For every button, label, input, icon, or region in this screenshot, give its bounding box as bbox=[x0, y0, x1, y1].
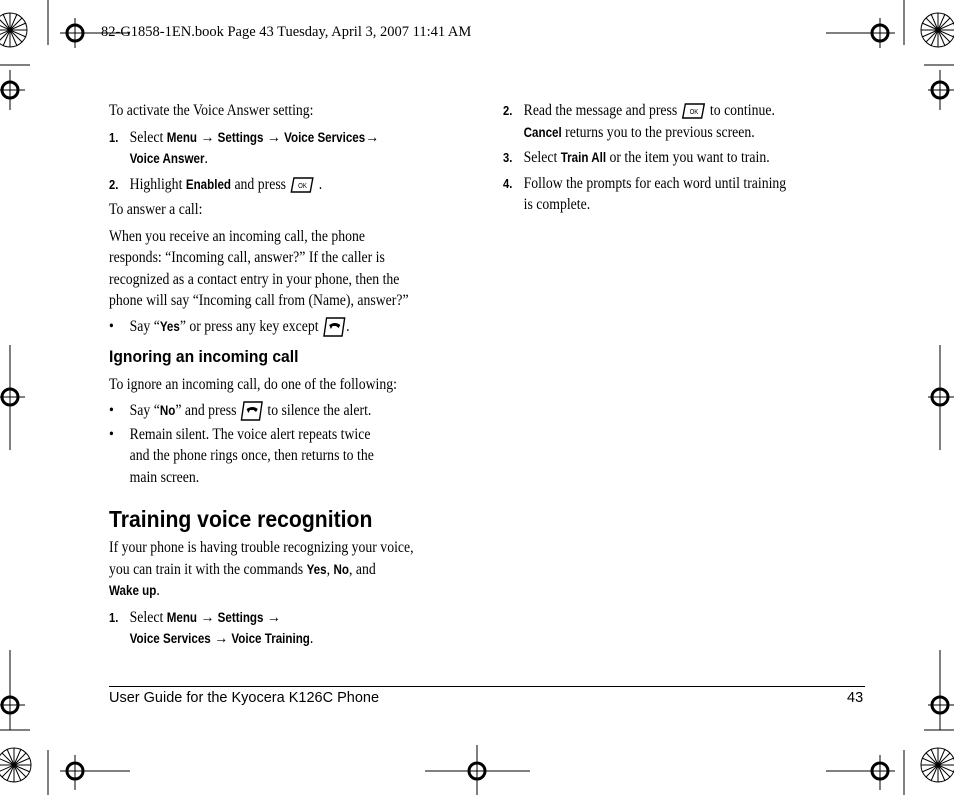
registration-mark-right-top bbox=[928, 70, 954, 110]
step-2-read-message: 2. Read the message and press OK to continue. Cancel returns you to the previous screen. bbox=[503, 102, 775, 141]
svg-text:OK: OK bbox=[689, 108, 698, 117]
answer-intro: To answer a call: bbox=[109, 201, 203, 218]
starburst-mark-top-right bbox=[921, 13, 954, 47]
registration-mark-top-right bbox=[826, 18, 895, 48]
registration-mark-bottom-center bbox=[425, 745, 530, 795]
ignoring-heading: Ignoring an incoming call bbox=[109, 347, 299, 366]
bullet-say-no: • Say “No” and press to silence the alert. bbox=[109, 400, 470, 422]
training-heading: Training voice recognition bbox=[109, 506, 373, 532]
registration-mark-left-bottom bbox=[0, 650, 25, 730]
intro-text: To activate the Voice Answer setting: bbox=[109, 102, 314, 119]
step-4-follow-prompts: 4. Follow the prompts for each word until training is complete. bbox=[503, 174, 787, 213]
footer-title: User Guide for the Kyocera K126C Phone bbox=[109, 690, 380, 706]
end-key-icon bbox=[240, 400, 264, 422]
left-column bbox=[109, 100, 470, 338]
registration-mark-right-bottom bbox=[928, 650, 954, 730]
registration-mark-left-mid bbox=[0, 345, 25, 450]
footer-rule bbox=[109, 686, 865, 687]
training-section: If your phone is having trouble recognizing your voice, you can train it with the commands Yes, No, and Wake up. 1. Select Menu → Settings → Voice Services → Voice Training. bbox=[109, 537, 479, 650]
registration-mark-bottom-right bbox=[826, 755, 895, 790]
step-3-train-all: 3. Select Train All or the item you want to train. bbox=[503, 149, 770, 166]
right-column bbox=[503, 100, 847, 216]
bullet-say-yes: • Say “Yes” or press any key except . bbox=[109, 316, 470, 338]
menu-key-label: Menu bbox=[166, 129, 198, 145]
registration-mark-left-top bbox=[0, 70, 25, 110]
starburst-mark-bottom-right bbox=[921, 748, 954, 782]
step-2-highlight-enabled: 2. Highlight Enabled and press OK . bbox=[109, 174, 470, 196]
step-1-voice-answer: 1. Select Menu → Settings → Voice Services→ Voice Answer. bbox=[109, 128, 379, 167]
ok-key-icon bbox=[289, 175, 315, 195]
end-key-icon bbox=[322, 316, 346, 338]
ignore-section bbox=[109, 374, 470, 488]
starburst-mark-bottom-left bbox=[0, 748, 31, 782]
svg-text:OK: OK bbox=[298, 182, 307, 190]
starburst-mark-top-left bbox=[0, 13, 27, 47]
ignore-intro: To ignore an incoming call, do one of the following: bbox=[109, 376, 397, 393]
step-1-voice-training: 1. Select Menu → Settings → Voice Services → Voice Training. bbox=[109, 608, 314, 647]
registration-mark-bottom-left bbox=[60, 755, 130, 790]
registration-mark-right-mid bbox=[928, 345, 954, 450]
ok-key-icon bbox=[681, 101, 707, 121]
print-header: 82-G1858-1EN.book Page 43 Tuesday, April 3, 2007 11:41 AM bbox=[101, 24, 472, 40]
answer-paragraph: When you receive an incoming call, the phone responds: “Incoming call, answer?” If the caller is recognized as a contact entry in your phone, then the phone will say “Incoming call from (Name), answer?” bbox=[109, 227, 409, 309]
bullet-remain-silent: • Remain silent. The voice alert repeats twice and the phone rings once, then returns to the main screen. bbox=[109, 424, 470, 489]
page-number: 43 bbox=[847, 690, 864, 706]
